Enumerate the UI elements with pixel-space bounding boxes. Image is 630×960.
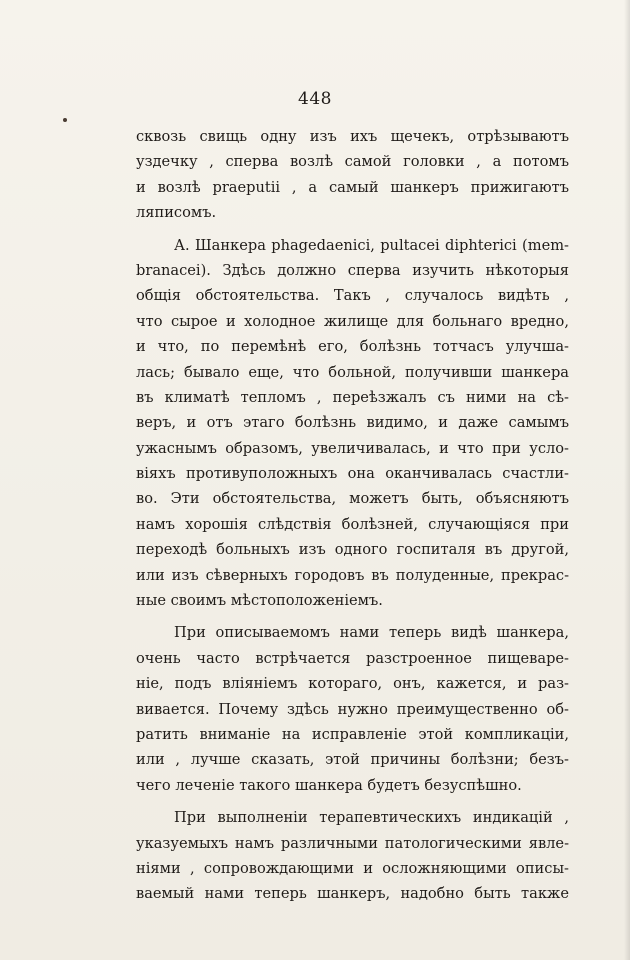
text-line: При описываемомъ нами теперь видѣ шанкера, <box>174 624 569 642</box>
ink-speck <box>63 118 67 122</box>
text-line: во. Эти обстоятельства, можетъ быть, объясняютъ <box>136 490 569 508</box>
text-line: или , лучше сказать, этой причины болѣзни; безъ- <box>136 751 569 769</box>
text-line: очень часто встрѣчается разстроенное пищеваре- <box>136 649 569 667</box>
text-line: ваемый нами теперь шанкеръ, надобно быть также <box>136 885 569 903</box>
text-line: въ климатѣ тепломъ , переѣзжалъ съ ними на сѣ- <box>136 388 569 406</box>
text-line: вивается. Почему здѣсь нужно преимущественно об- <box>136 700 569 718</box>
text-line: ляписомъ. <box>136 204 217 222</box>
text-line: и возлѣ рraeрutii , а самый шанкеръ прижигаютъ <box>136 178 569 196</box>
text-line: ратить вниманіе на исправленіе этой компликаціи, <box>136 725 569 743</box>
text-line: веръ, и отъ этаго болѣзнь видимо, и даже самымъ <box>136 414 569 432</box>
text-line: віяхъ противуположныхъ она оканчивалась счастли- <box>136 465 569 483</box>
text-line: переходѣ больныхъ изъ одного госпиталя въ другой, <box>136 541 569 559</box>
text-line: ніе, подъ вліяніемъ котораго, онъ, кажется, и раз- <box>136 675 569 693</box>
text-line: и что, по перемѣнѣ его, болѣзнь тотчасъ улучша- <box>136 338 569 356</box>
text-line: указуемыхъ намъ различными патологическими явле- <box>136 834 569 852</box>
text-line: ные своимъ мѣстоположеніемъ. <box>136 592 383 610</box>
page-number: 448 <box>298 89 332 109</box>
text-line: что сырое и холодное жилище для больнаго вредно, <box>136 312 569 330</box>
text-line: чего леченіе такого шанкера будетъ безуспѣшно. <box>136 776 522 794</box>
text-line: уздечку , сперва возлѣ самой головки , а потомъ <box>136 153 569 171</box>
text-line: общія обстоятельства. Такъ , случалось видѣть , <box>136 287 569 305</box>
text-line: branacei). Здѣсь должно сперва изучить нѣкоторыя <box>136 261 569 279</box>
text-line: лась; бывало еще, что больной, получивши шанкера <box>136 363 569 381</box>
text-line: сквозь свищь одну изъ ихъ щечекъ, отрѣзываютъ <box>136 128 569 145</box>
text-line: или изъ сѣверныхъ городовъ въ полуденные, прекрас- <box>136 566 569 584</box>
text-line: намъ хорошія слѣдствія болѣзней, случающіяся при <box>136 515 569 533</box>
text-line: ніями , сопровождающими и осложняющими описы- <box>136 859 569 877</box>
text-line: При выполненіи терапевтическихъ индикацій , <box>174 809 569 827</box>
text-line: ужаснымъ образомъ, увеличивалась, и что при усло- <box>136 439 569 457</box>
text-line: А. Шанкера phagedaenici, pultacei diphterici (mem- <box>174 236 569 254</box>
body-text <box>136 124 569 907</box>
section-heading-line <box>136 233 569 258</box>
